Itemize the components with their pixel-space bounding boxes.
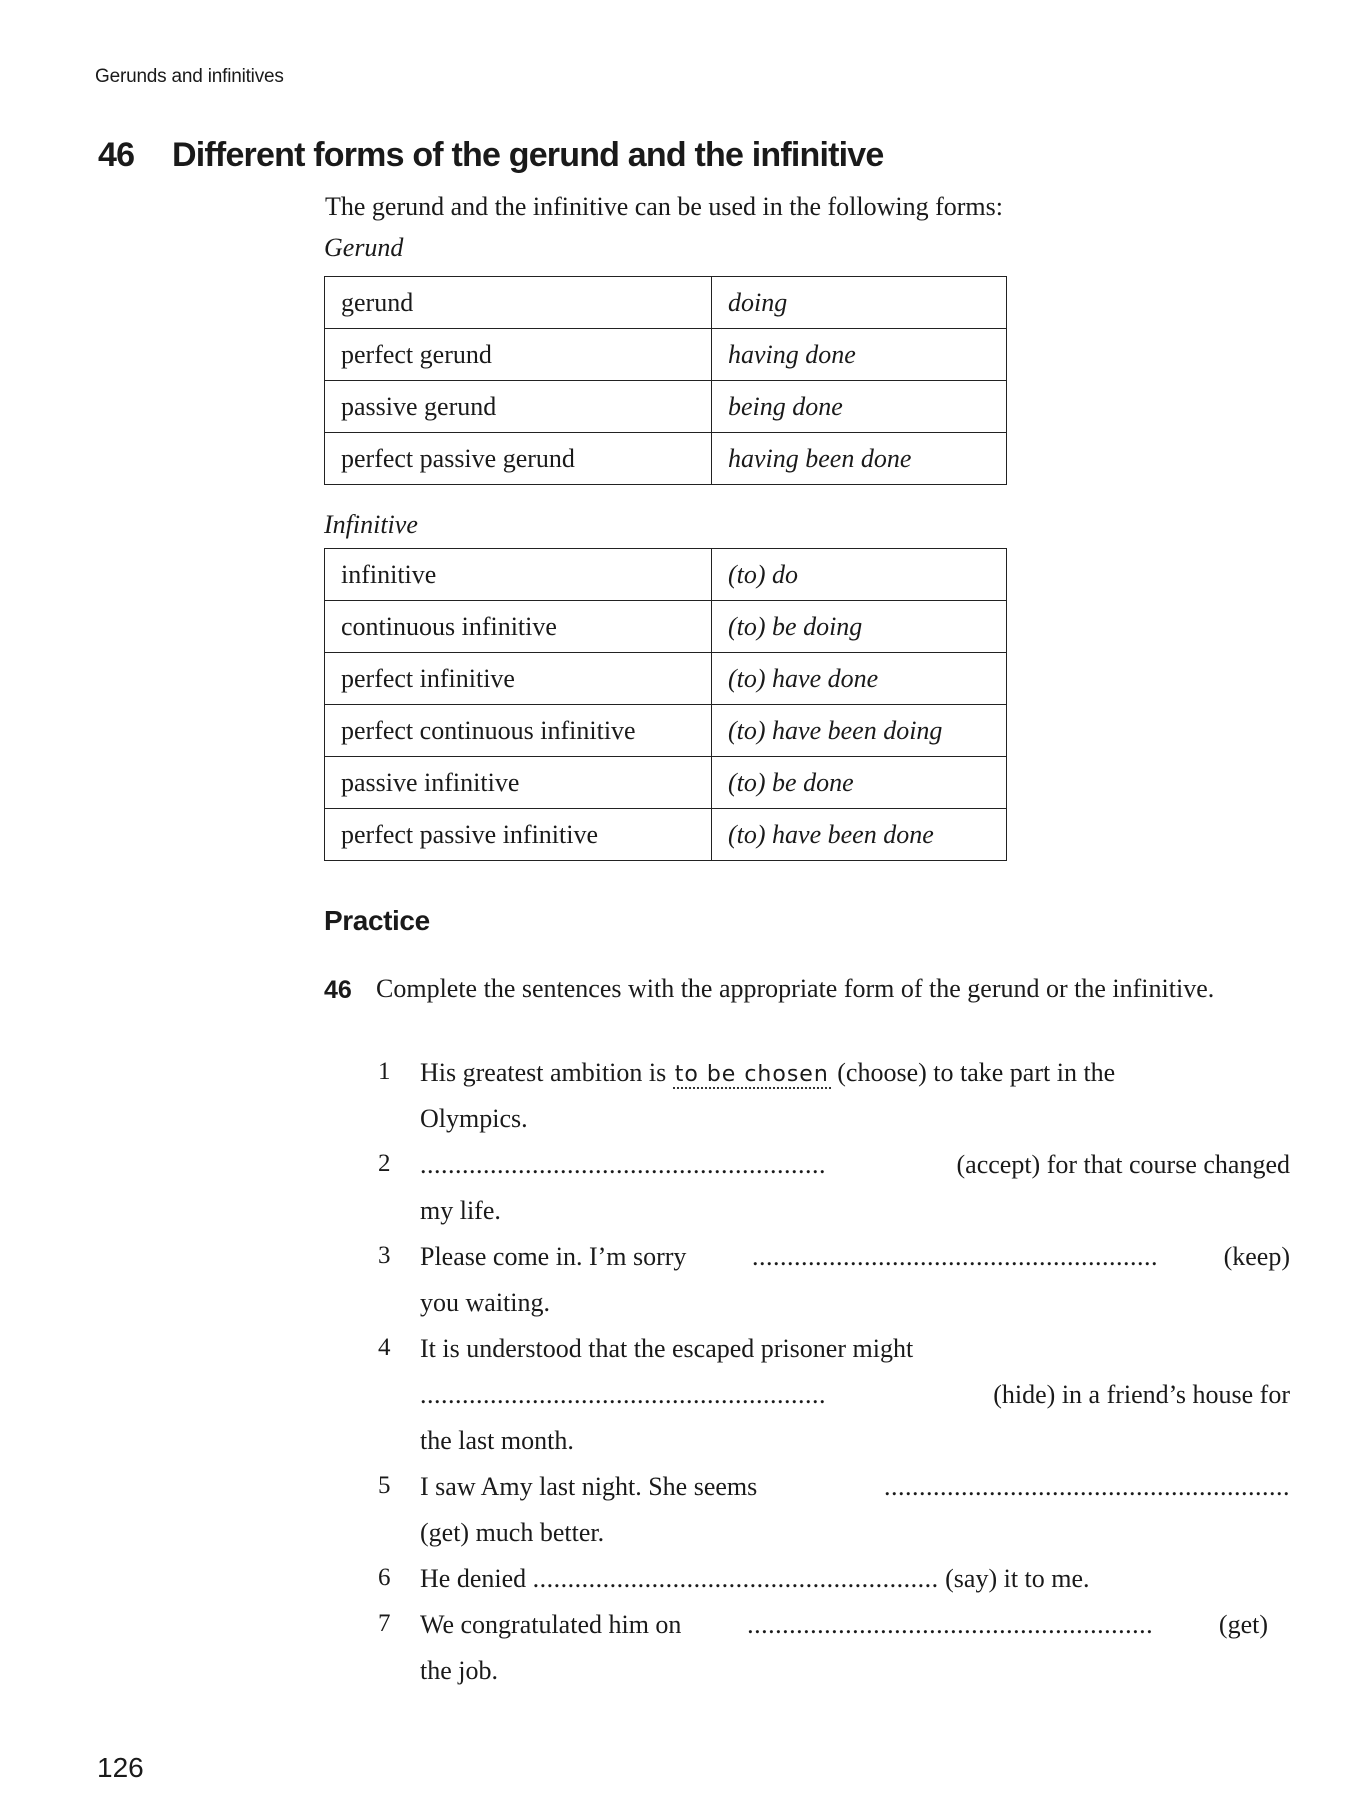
unit-number: 46 — [98, 136, 135, 174]
page-number: 126 — [97, 1752, 144, 1783]
table-row — [325, 705, 1007, 757]
item-number: 5 — [378, 1472, 391, 1499]
exercise-item-3 — [420, 1242, 1290, 1272]
item-text: I saw Amy last night. She seems — [420, 1472, 758, 1501]
form-name: gerund — [325, 277, 712, 329]
table-row — [325, 653, 1007, 705]
verb-cue: (get) — [1218, 1610, 1268, 1639]
form-name: perfect passive infinitive — [325, 809, 712, 861]
form-name: perfect infinitive — [325, 653, 712, 705]
gerund-table — [324, 276, 1007, 485]
verb-cue: (keep) — [1223, 1242, 1290, 1271]
form-example: having done — [712, 329, 1007, 381]
form-name: infinitive — [325, 549, 712, 601]
form-name: perfect continuous infinitive — [325, 705, 712, 757]
form-name: perfect gerund — [325, 329, 712, 381]
item-continuation — [420, 1380, 1290, 1410]
form-example: (to) do — [712, 549, 1007, 601]
item-text: Please come in. I’m sorry — [420, 1242, 687, 1271]
table-row — [325, 601, 1007, 653]
item-continuation: you waiting. — [420, 1288, 550, 1317]
exercise-instruction: Complete the sentences with the appropriate form of the gerund or the infinitive. — [376, 974, 1215, 1003]
answer-blank[interactable]: .......................................................... — [884, 1472, 1290, 1501]
table-row — [325, 757, 1007, 809]
form-example: (to) be done — [712, 757, 1007, 809]
item-number: 2 — [378, 1150, 391, 1177]
form-example: (to) be doing — [712, 601, 1007, 653]
table-row — [325, 549, 1007, 601]
exercise-number: 46 — [324, 976, 352, 1004]
item-text: His greatest ambition is — [420, 1058, 673, 1087]
item-number: 6 — [378, 1564, 391, 1591]
answer-blank[interactable]: .......................................................... — [420, 1150, 826, 1179]
form-example: (to) have been doing — [712, 705, 1007, 757]
item-text: (choose) to take part in the — [830, 1058, 1116, 1087]
running-header: Gerunds and infinitives — [95, 66, 284, 87]
form-example: (to) have been done — [712, 809, 1007, 861]
verb-cue: (accept) for that course changed — [956, 1150, 1290, 1179]
form-example: having been done — [712, 433, 1007, 485]
answer-blank[interactable]: .......................................................... — [752, 1242, 1159, 1271]
form-name: perfect passive gerund — [325, 433, 712, 485]
table-row — [325, 433, 1007, 485]
answer-blank[interactable]: .......................................................... — [420, 1380, 826, 1409]
verb-cue: (say) it to me. — [938, 1564, 1090, 1593]
item-number: 3 — [378, 1242, 391, 1269]
form-name: passive gerund — [325, 381, 712, 433]
item-number: 4 — [378, 1334, 391, 1361]
table-row — [325, 809, 1007, 861]
practice-heading: Practice — [324, 905, 430, 936]
form-name: continuous infinitive — [325, 601, 712, 653]
item-continuation: the last month. — [420, 1426, 574, 1455]
form-example: being done — [712, 381, 1007, 433]
infinitive-label: Infinitive — [324, 510, 418, 539]
item-number: 1 — [378, 1058, 391, 1085]
exercise-item-7 — [420, 1610, 1268, 1640]
item-continuation: the job. — [420, 1656, 498, 1685]
item-continuation: (get) much better. — [420, 1518, 605, 1547]
table-row — [325, 381, 1007, 433]
infinitive-table — [324, 548, 1007, 861]
exercise-item-5 — [420, 1472, 1290, 1502]
gerund-label: Gerund — [324, 233, 404, 262]
form-example: doing — [712, 277, 1007, 329]
table-row — [325, 329, 1007, 381]
table-row — [325, 277, 1007, 329]
item-continuation: my life. — [420, 1196, 501, 1225]
answer-blank[interactable]: .......................................................... — [532, 1564, 939, 1593]
answer-blank[interactable]: .......................................................... — [747, 1610, 1154, 1639]
item-number: 7 — [378, 1610, 391, 1637]
item-text: He denied — [420, 1564, 533, 1593]
exercise-item-6 — [420, 1564, 1290, 1594]
item-continuation: Olympics. — [420, 1104, 528, 1133]
exercise-item-4: It is understood that the escaped prisoner might — [420, 1334, 914, 1363]
form-name: passive infinitive — [325, 757, 712, 809]
exercise-item-1 — [420, 1058, 1290, 1088]
unit-title: Different forms of the gerund and the infinitive — [172, 136, 884, 174]
exercise-item-2 — [420, 1150, 1290, 1180]
form-example: (to) have done — [712, 653, 1007, 705]
item-text: We congratulated him on — [420, 1610, 682, 1639]
intro-text: The gerund and the infinitive can be used in the following forms: — [325, 192, 1003, 221]
filled-answer: to be chosen — [674, 1062, 829, 1087]
unit-heading — [98, 136, 884, 175]
verb-cue: (hide) in a friend’s house for — [993, 1380, 1290, 1409]
